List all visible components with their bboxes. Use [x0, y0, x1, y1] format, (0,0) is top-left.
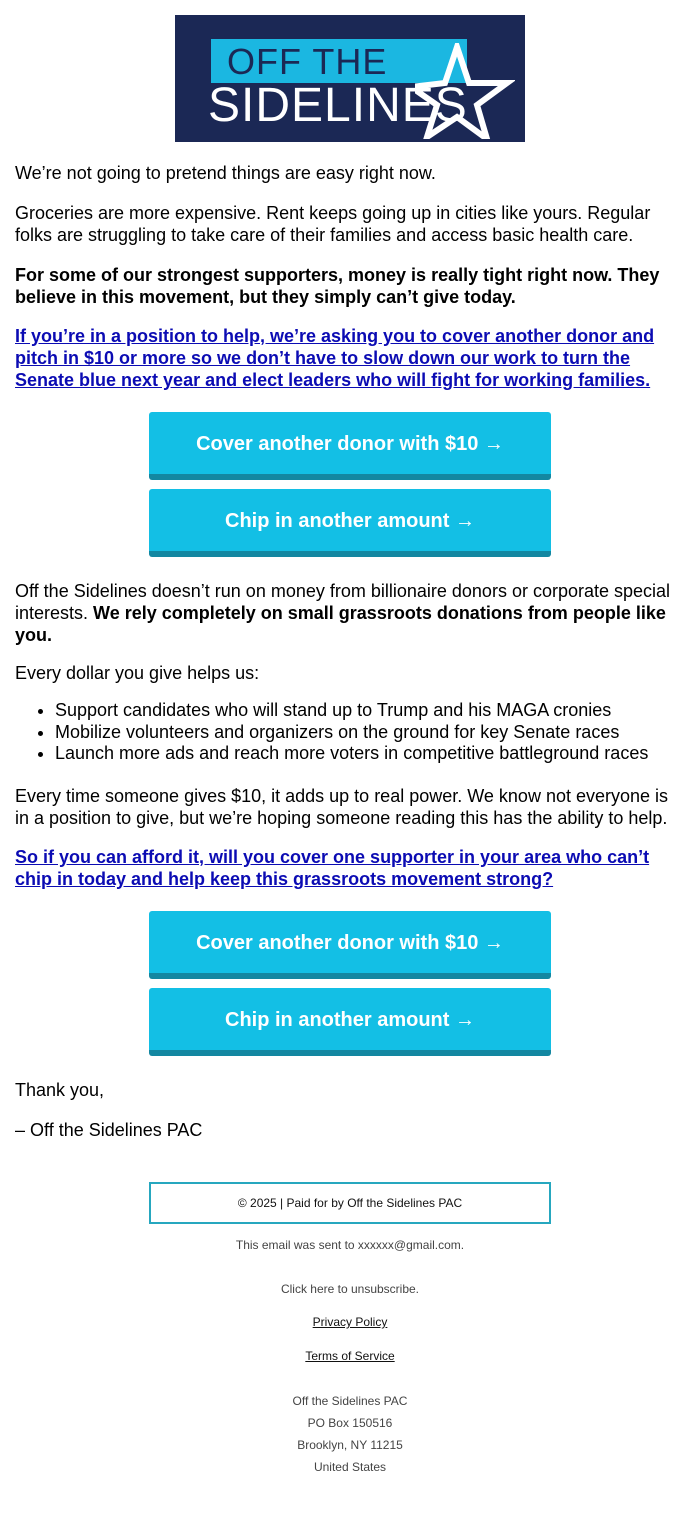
arrow-right-icon: →: [455, 1009, 475, 1031]
real-power-text: Every time someone gives $10, it adds up to real power. We know not everyone is in a position to give, but we’re hoping someone reading this has the ability to help.: [15, 786, 669, 828]
terms-of-service-link[interactable]: Terms of Service: [305, 1349, 395, 1363]
intro-text: We’re not going to pretend things are easy right now.: [15, 163, 436, 183]
signature-text: – Off the Sidelines PAC: [15, 1120, 203, 1140]
star-icon: [415, 43, 515, 139]
paid-for-box: © 2025 | Paid for by Off the Sidelines PAC: [149, 1182, 551, 1224]
unsubscribe-link[interactable]: Click here to unsubscribe.: [280, 1282, 420, 1296]
sent-to-text: This email was sent to xxxxxx@gmail.com.: [235, 1238, 465, 1252]
grassroots-text: Off the Sidelines doesn’t run on money from billionaire donors or corporate special interests. We rely completely on small grassroots donations from people like you.: [15, 581, 671, 645]
address-line: United States: [313, 1460, 387, 1474]
chip-in-button-2[interactable]: Chip in another amount →: [149, 988, 551, 1056]
arrow-right-icon: →: [455, 510, 475, 532]
cover-donor-button[interactable]: Cover another donor with $10 →: [149, 412, 551, 480]
list-item: • Launch more ads and reach more voters in competitive battleground races: [55, 743, 648, 765]
cover-supporter-link[interactable]: So if you can afford it, will you cover one supporter in your area who can’t chip in today and help keep this grassroots movement strong?: [15, 847, 650, 889]
chip-in-button[interactable]: Chip in another amount →: [149, 489, 551, 557]
list-item: • Support candidates who will stand up to Trump and his MAGA cronies: [55, 700, 648, 722]
arrow-right-icon: →: [483, 433, 504, 455]
benefits-list: [15, 700, 648, 765]
list-item: • Mobilize volunteers and organizers on the ground for key Senate races: [55, 722, 648, 744]
arrow-right-icon: →: [483, 932, 504, 954]
dollar-helps-text: Every dollar you give helps us:: [15, 663, 260, 683]
logo-line1: OFF THE: [227, 41, 388, 82]
cover-donor-button-2[interactable]: Cover another donor with $10 →: [149, 911, 551, 979]
thank-you-text: Thank you,: [15, 1080, 105, 1100]
privacy-policy-link[interactable]: Privacy Policy: [312, 1315, 388, 1329]
address-line: PO Box 150516: [307, 1416, 393, 1430]
logo: [175, 15, 525, 142]
groceries-text: Groceries are more expensive. Rent keeps going up in cities like yours. Regular folks are struggling to take care of their families and access basic health care.: [15, 203, 651, 245]
supporters-text: For some of our strongest supporters, money is really tight right now. They believe in this movement, but they simply can’t give today.: [15, 265, 660, 307]
logo-line2: SIDELINES: [208, 79, 468, 132]
help-link[interactable]: If you’re in a position to help, we’re asking you to cover another donor and pitch in $10 or more so we don’t have to slow down our work to turn the Senate blue next year and elect leaders who will fight for working families.: [15, 326, 655, 390]
address-line: Brooklyn, NY 11215: [297, 1438, 403, 1452]
address-line: Off the Sidelines PAC: [292, 1394, 408, 1408]
